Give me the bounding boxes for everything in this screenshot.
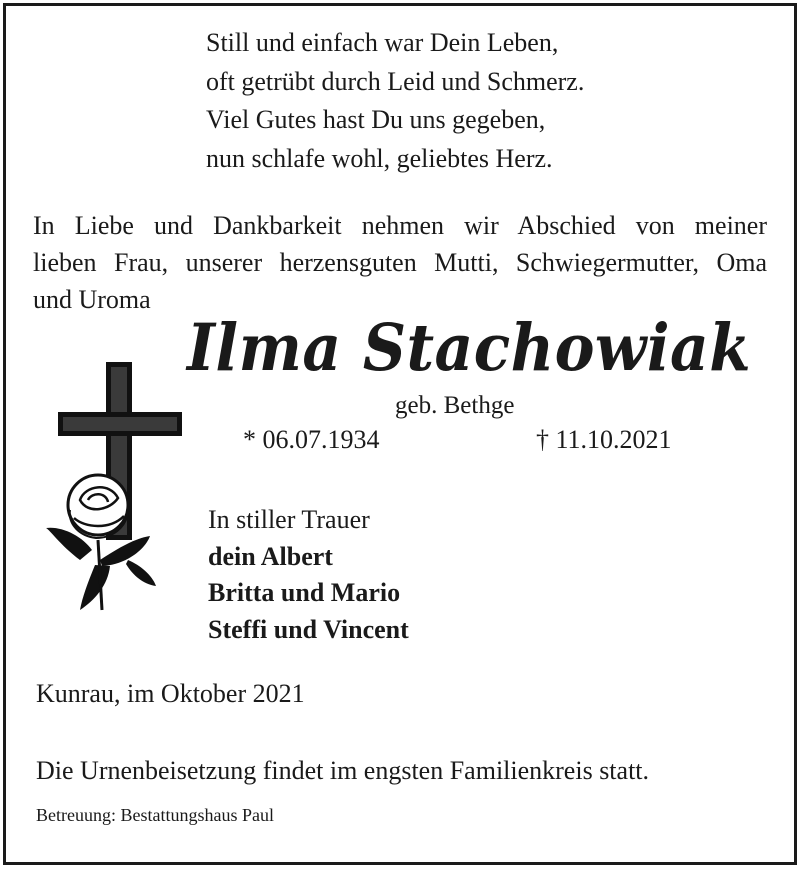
birth-date: * 06.07.1934 <box>243 425 380 454</box>
intro-line: und Uroma <box>33 285 151 314</box>
mourners-heading: In stiller Trauer <box>208 505 370 534</box>
poem-line: nun schlafe wohl, geliebtes Herz. <box>206 143 553 173</box>
intro-line: lieben Frau, unserer herzensguten Mutti, Schwiegermutter, Oma <box>33 248 767 277</box>
intro-text <box>33 207 767 318</box>
mourner-name: Steffi und Vincent <box>208 614 409 644</box>
intro-line: In Liebe und Dankbarkeit nehmen wir Abschied von meiner <box>33 211 767 240</box>
maiden-name: geb. Bethge <box>395 392 515 419</box>
funeral-home-note: Betreuung: Bestattungshaus Paul <box>36 805 274 825</box>
deceased-name: Ilma Stachowiak <box>187 310 752 386</box>
mourner-name: Britta und Mario <box>208 578 401 607</box>
death-date: † 11.10.2021 <box>536 425 672 454</box>
cross-rose-emblem <box>40 360 190 612</box>
poem <box>206 24 584 178</box>
urn-burial-note: Die Urnenbeisetzung findet im engsten Familienkreis statt. <box>36 756 650 785</box>
poem-line: Still und einfach war Dein Leben, <box>206 28 559 57</box>
rose-icon <box>46 475 156 610</box>
mourner-name: dein Albert <box>208 541 333 571</box>
poem-line: Viel Gutes hast Du uns gegeben, <box>206 105 546 134</box>
mourners-block <box>208 502 409 648</box>
place-date: Kunrau, im Oktober 2021 <box>36 679 305 708</box>
poem-line: oft getrübt durch Leid und Schmerz. <box>206 66 585 96</box>
